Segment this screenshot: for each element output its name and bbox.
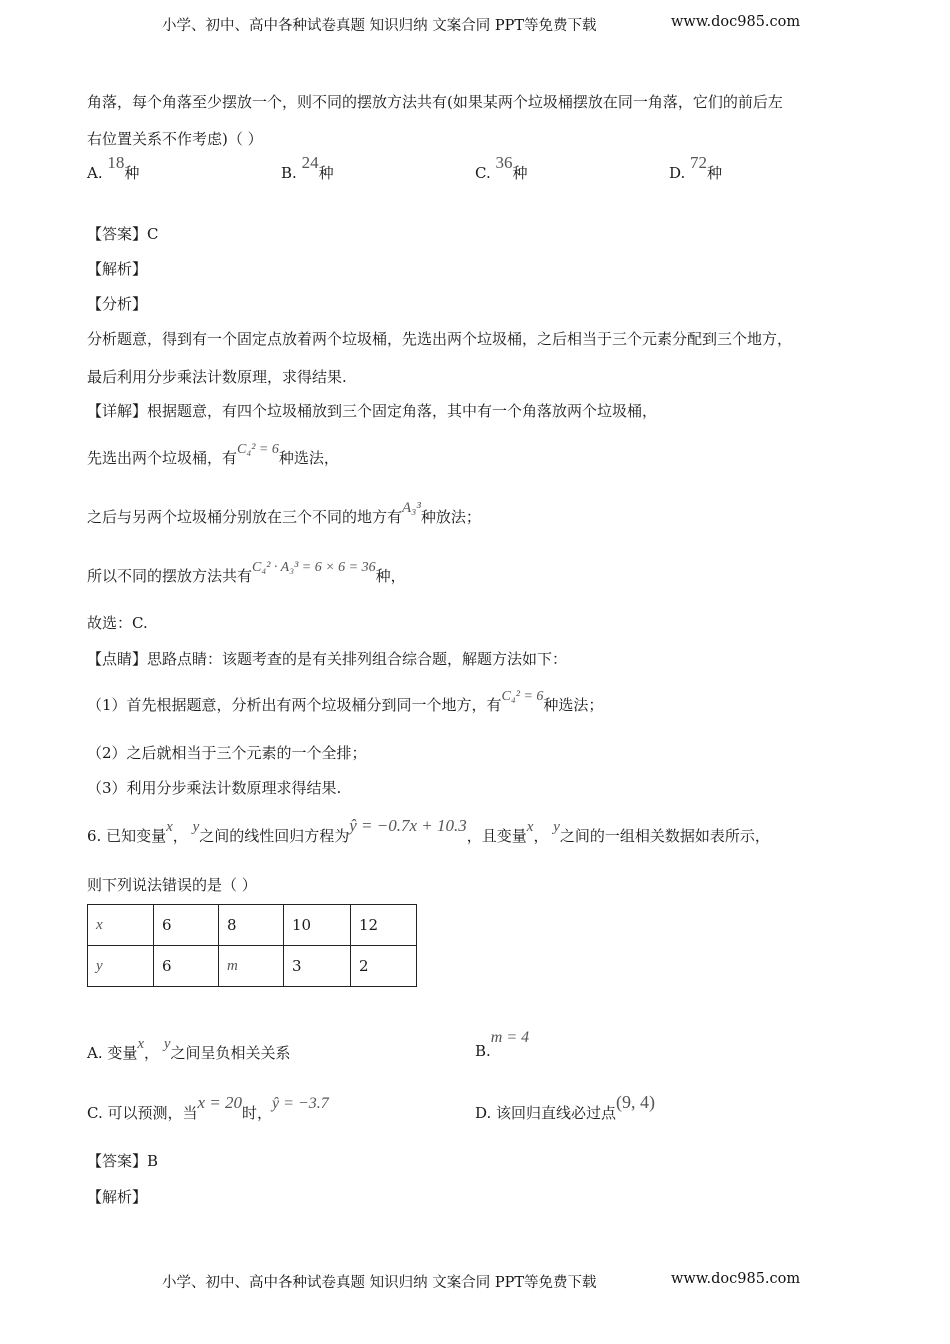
combination-formula: C₄² = 6: [237, 442, 279, 457]
stem-text: ，且变量: [466, 827, 527, 845]
table-cell: 3: [284, 946, 351, 987]
q6-option-a: [87, 1036, 291, 1063]
table-row: [88, 905, 417, 946]
dianjing-text: 思路点睛：该题考查的是有关排列组合综合题，解题方法如下：: [147, 650, 568, 668]
option-value: 36: [495, 153, 513, 172]
stem-text: 之间的线性回归方程为: [199, 827, 350, 845]
q5-detail-line1: [87, 400, 657, 421]
regression-equation: ŷ = −0.7x + 10.3: [349, 816, 467, 835]
option-unit: 种: [318, 164, 334, 182]
detail-text: 先选出两个垃圾桶，有: [87, 449, 238, 467]
q5-stem-line1: 角落，每个角落至少摆放一个，则不同的摆放方法共有(如果某两个垃圾桶摆放在同一角落，它们的前后左: [87, 93, 783, 111]
detail-text: 种，: [375, 567, 406, 585]
table-cell: y: [88, 946, 154, 987]
answer-value: C: [147, 225, 159, 243]
option-text: 时，: [242, 1104, 273, 1122]
q5-fenxi-line2: 最后利用分步乘法计数原理，求得结果.: [87, 368, 347, 386]
option-formula: m = 4: [490, 1029, 530, 1046]
option-letter: D.: [669, 164, 686, 182]
table-cell: 8: [219, 905, 284, 946]
q5-answer: [87, 223, 159, 244]
product-formula: C₄² · A₃³ = 6 × 6 = 36: [252, 560, 376, 575]
q5-conclusion: 故选：C.: [87, 614, 148, 632]
q5-step2: （2）之后就相当于三个元素的一个全排；: [87, 744, 367, 762]
combination-formula: C₄² = 6: [501, 689, 544, 704]
table-cell: 10: [284, 905, 351, 946]
q5-dianjing: [87, 648, 567, 669]
footer-title: 小学、初中、高中各种试卷真题 知识归纳 文案合同 PPT等免费下载: [162, 1275, 597, 1291]
option-letter: B.: [475, 1042, 491, 1060]
stem-text: ，: [533, 827, 549, 845]
var-y: y: [163, 1036, 171, 1052]
option-value: 24: [301, 153, 319, 172]
q6-option-c: [87, 1093, 329, 1123]
step-text: （1）首先根据题意，分析出有两个垃圾桶分到同一个地方，有: [87, 696, 502, 714]
detail-text: 所以不同的摆放方法共有: [87, 567, 253, 585]
option-unit: 种: [124, 164, 140, 182]
detail-text: 之后与另两个垃圾桶分别放在三个不同的地方有: [87, 508, 403, 526]
option-formula: ŷ = −3.7: [272, 1095, 329, 1112]
table-cell: m: [219, 946, 284, 987]
option-formula: x = 20: [197, 1093, 243, 1112]
table-cell: x: [88, 905, 154, 946]
header-url[interactable]: www.doc985.com: [671, 14, 801, 30]
option-text: D. 该回归直线必过点: [475, 1104, 617, 1122]
step-text: 种选法；: [543, 696, 604, 714]
option-letter: A.: [87, 164, 103, 182]
var-x: x: [166, 819, 173, 835]
option-letter: C.: [475, 164, 491, 182]
footer-url[interactable]: www.doc985.com: [671, 1271, 801, 1287]
q5-step1: [87, 689, 604, 715]
option-text: A. 变量: [87, 1044, 138, 1062]
var-x: x: [526, 819, 534, 835]
option-text: C. 可以预测，当: [87, 1104, 198, 1122]
answer-label: 【答案】: [87, 225, 148, 243]
table-cell: 12: [351, 905, 417, 946]
data-table: [87, 904, 417, 987]
q5-fenxi-line1: 分析题意，得到有一个固定点放着两个垃圾桶，先选出两个垃圾桶，之后相当于三个元素分配到三个地方，: [87, 330, 793, 348]
q6-analysis-label: 【解析】: [87, 1188, 148, 1206]
q5-option-a: [87, 153, 140, 183]
table-cell: 6: [154, 905, 219, 946]
detail-label: 【详解】: [87, 402, 148, 420]
answer-label: 【答案】: [87, 1152, 148, 1170]
q6-stem-line1: [87, 816, 770, 846]
stem-text: ，: [172, 827, 188, 845]
q6-option-d: [475, 1092, 656, 1123]
q5-analysis-label: 【解析】: [87, 260, 148, 278]
detail-text: 种放法；: [420, 508, 481, 526]
var-x: x: [137, 1036, 145, 1052]
q5-stem-line2: 右位置关系不作考虑)（ ）: [87, 130, 263, 148]
q5-option-c: [475, 153, 528, 183]
q5-detail-line3: [87, 500, 481, 527]
stem-text: 6. 已知变量: [87, 827, 167, 845]
q5-option-d: [669, 153, 723, 183]
option-formula: (9, 4): [616, 1092, 656, 1112]
header-title: 小学、初中、高中各种试卷真题 知识归纳 文案合同 PPT等免费下载: [162, 18, 597, 34]
permutation-formula: A₃³: [402, 500, 421, 516]
table-cell: 2: [351, 946, 417, 987]
answer-value: B: [147, 1152, 159, 1170]
q6-answer: [87, 1150, 158, 1171]
q5-step3: （3）利用分步乘法计数原理求得结果.: [87, 779, 342, 797]
var-y: y: [192, 819, 200, 835]
detail-text: 根据题意，有四个垃圾桶放到三个固定角落，其中有一个角落放两个垃圾桶，: [147, 402, 658, 420]
q6-option-b: [475, 1029, 530, 1061]
stem-text: 之间的一组相关数据如表所示，: [559, 827, 770, 845]
q5-fenxi-label: 【分析】: [87, 295, 148, 313]
option-letter: B.: [281, 164, 297, 182]
option-text: 之间呈负相关关系: [170, 1044, 291, 1062]
table-row: [88, 946, 417, 987]
var-y: y: [553, 819, 560, 835]
table-cell: 6: [154, 946, 219, 987]
q5-detail-line4: [87, 560, 406, 586]
option-unit: 种: [512, 164, 528, 182]
option-text: ，: [144, 1044, 160, 1062]
q6-stem-line2: 则下列说法错误的是（ ）: [87, 876, 257, 894]
option-unit: 种: [707, 164, 723, 182]
option-value: 72: [690, 153, 708, 172]
dianjing-label: 【点睛】: [87, 650, 148, 668]
q5-option-b: [281, 153, 334, 183]
q5-detail-line2: [87, 442, 339, 468]
option-value: 18: [107, 153, 125, 172]
detail-text: 种选法，: [278, 449, 339, 467]
